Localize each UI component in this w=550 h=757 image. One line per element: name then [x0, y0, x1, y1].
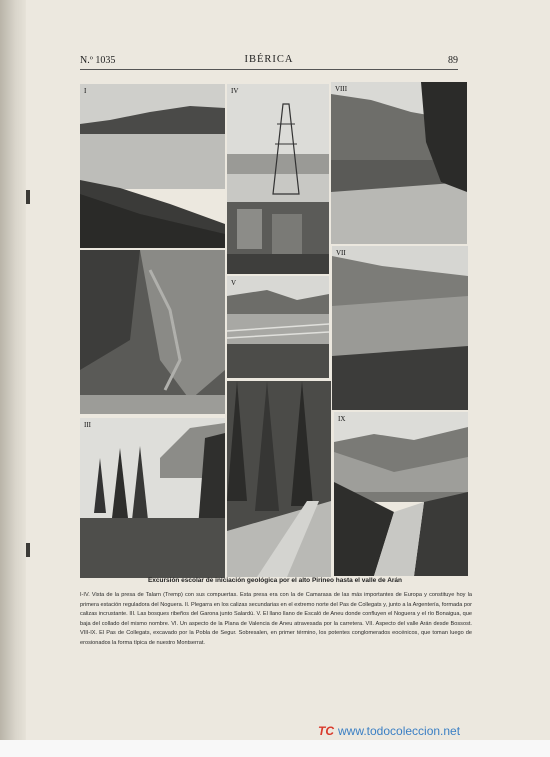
watermark-logo: TC — [318, 724, 334, 738]
photo-label: IX — [338, 415, 346, 423]
photo-poplar-trees — [80, 418, 225, 578]
photo-label: VIII — [335, 85, 348, 93]
binding-hole — [26, 543, 30, 557]
page-number: 89 — [448, 55, 458, 66]
photo-river-gorge — [334, 412, 468, 576]
binding-hole — [26, 190, 30, 204]
watermark[interactable] — [318, 724, 538, 738]
photo-valley-tree — [331, 82, 467, 244]
photo-rock-cliff — [80, 250, 225, 414]
photo-label: VII — [336, 249, 346, 257]
watermark-url: www.todocoleccion.net — [338, 724, 461, 738]
photo-label: IV — [231, 87, 239, 95]
photo-label: III — [84, 421, 91, 429]
issue-number: N.º 1035 — [80, 55, 116, 66]
magazine-title: IBÉRICA — [244, 54, 294, 65]
photo-label: V — [231, 279, 237, 287]
photo-forest-road — [227, 381, 331, 577]
page-bottom-strip — [0, 740, 550, 757]
photo-mountain-slope — [332, 246, 468, 410]
photo-label: I — [84, 87, 87, 95]
page-header — [80, 55, 458, 70]
photo-plain-fields — [227, 276, 329, 378]
figure-caption-title: Excursión escolar de iniciación geológica por el alto Pirineo hasta el valle de Arán — [147, 577, 403, 584]
photo-dam — [227, 84, 329, 274]
figure-caption-text: I-IV. Vista de la presa de Talarn (Tremp) con sus compuertas. Esta presa era con la de Camarasa de las más importantes de Europa y constituye hoy la primera estación reguladora del Noguera. II. Plegarra en los calizas secundarias en el extremo norte del Pas de Collegats y, junto a la Argentería, formada por calizas incrustante. III. Las bosques ribeños del Garona junto Salardú. V. El llano llano de Escaló de Aneu donde confluyen el Noguera y el río Bonaigua, que baja del collado del mismo nombre. VI. Un aspecto de la Plana de Valencia de Aneu atravesada por la carretera. VII. Aspecto del valle Arán desde Bossost. VIII-IX. El Pas de Collegats, excavado por la Pobla de Segur. Sobresalen, en primer término, los potentes conglomerados eocénicos, que toman luego de erosionados la forma típica de nuestro Montserrat. — [80, 592, 472, 646]
page-spine — [0, 0, 26, 757]
photo-reservoir — [80, 84, 225, 248]
